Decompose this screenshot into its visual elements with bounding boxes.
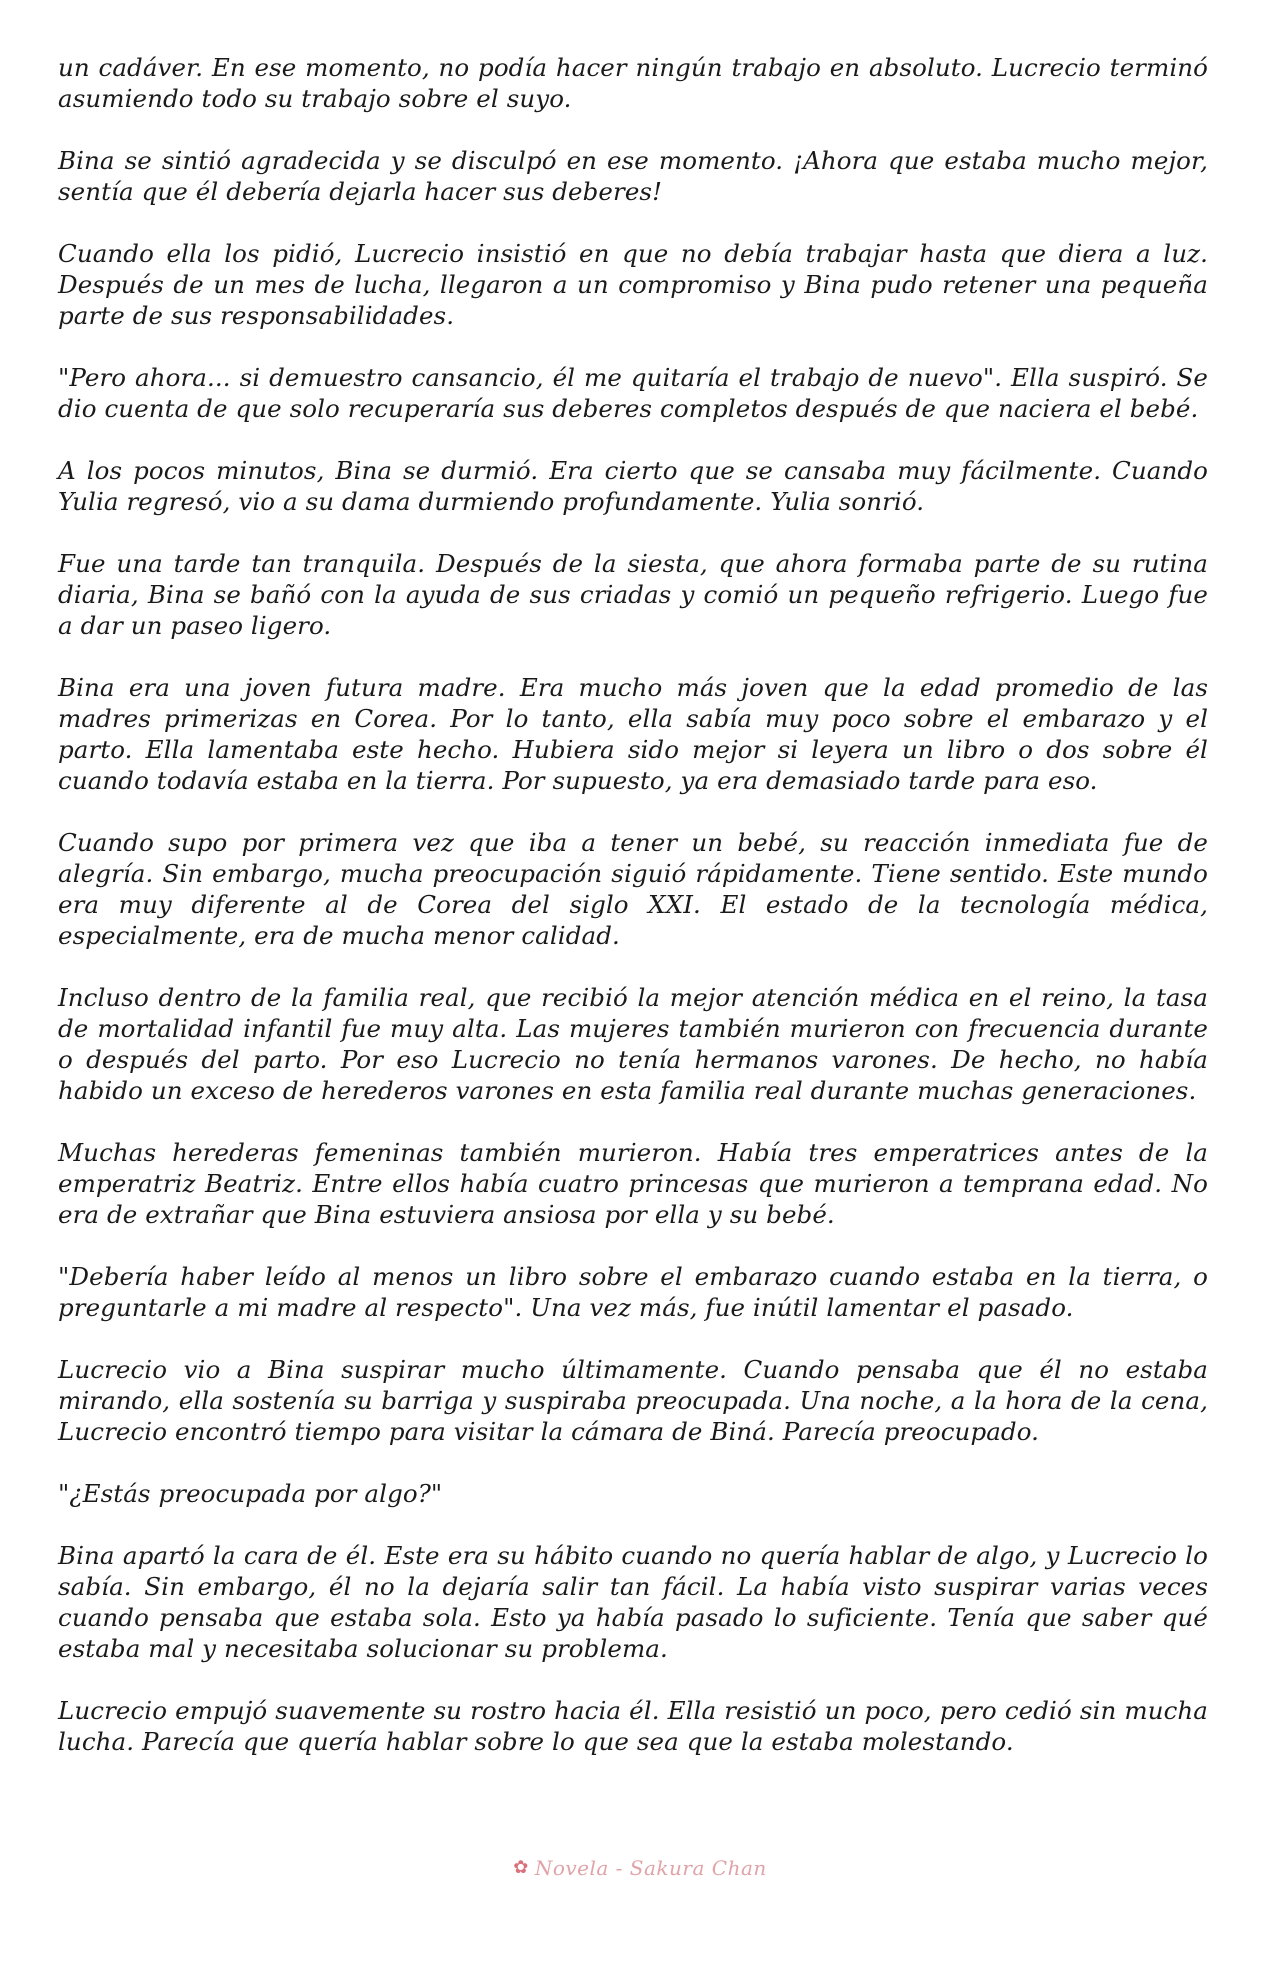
- paragraph: Fue una tarde tan tranquila. Después de la siesta, que ahora formaba parte de su rutina diaria, Bina se bañó con la ayuda de sus criadas y comió un pequeño refrigerio. Luego fue a dar un paseo ligero.: [58, 549, 1208, 640]
- cherry-blossom-icon: ✿: [513, 1857, 529, 1878]
- paragraph: Bina apartó la cara de él. Este era su hábito cuando no quería hablar de algo, y Lucrecio lo sabía. Sin embargo, él no la dejaría salir tan fácil. La había visto suspirar varias veces cuando pensaba que estaba sola. Esto ya había pasado lo suficiente. Tenía que saber qué estaba mal y necesitaba solucionar su problema.: [58, 1541, 1208, 1663]
- paragraph: un cadáver. En ese momento, no podía hacer ningún trabajo en absoluto. Lucrecio terminó asumiendo todo su trabajo sobre el suyo.: [58, 53, 1208, 113]
- paragraph: A los pocos minutos, Bina se durmió. Era cierto que se cansaba muy fácilmente. Cuando Yulia regresó, vio a su dama durmiendo profundamente. Yulia sonrió.: [58, 456, 1208, 516]
- paragraph: Lucrecio vio a Bina suspirar mucho últimamente. Cuando pensaba que él no estaba mirando, ella sostenía su barriga y suspiraba preocupada. Una noche, a la hora de la cena, Lucrecio encontró tiempo para visitar la cámara de Biná. Parecía preocupado.: [58, 1355, 1208, 1446]
- watermark: [0, 1856, 1280, 1880]
- paragraph: "Debería haber leído al menos un libro sobre el embarazo cuando estaba en la tierra, o preguntarle a mi madre al respecto". Una vez más, fue inútil lamentar el pasado.: [58, 1262, 1208, 1322]
- watermark-text: Novela - Sakura Chan: [534, 1856, 767, 1880]
- paragraph: Muchas herederas femeninas también murieron. Había tres emperatrices antes de la emperatriz Beatriz. Entre ellos había cuatro princesas que murieron a temprana edad. No era de extrañar que Bina estuviera ansiosa por ella y su bebé.: [58, 1138, 1208, 1229]
- paragraph: "¿Estás preocupada por algo?": [58, 1479, 443, 1508]
- paragraph: Bina se sintió agradecida y se disculpó en ese momento. ¡Ahora que estaba mucho mejor, sentía que él debería dejarla hacer sus deberes!: [58, 146, 1208, 206]
- paragraph: Bina era una joven futura madre. Era mucho más joven que la edad promedio de las madres primerizas en Corea. Por lo tanto, ella sabía muy poco sobre el embarazo y el parto. Ella lamentaba este hecho. Hubiera sido mejor si leyera un libro o dos sobre él cuando todavía estaba en la tierra. Por supuesto, ya era demasiado tarde para eso.: [58, 673, 1208, 795]
- paragraph: Lucrecio empujó suavemente su rostro hacia él. Ella resistió un poco, pero cedió sin mucha lucha. Parecía que quería hablar sobre lo que sea que la estaba molestando.: [58, 1696, 1208, 1756]
- paragraph: "Pero ahora... si demuestro cansancio, él me quitaría el trabajo de nuevo". Ella suspiró. Se dio cuenta de que solo recuperaría sus deberes completos después de que naciera el bebé.: [58, 363, 1208, 423]
- paragraph: Cuando supo por primera vez que iba a tener un bebé, su reacción inmediata fue de alegría. Sin embargo, mucha preocupación siguió rápidamente. Tiene sentido. Este mundo era muy diferente al de Corea del siglo XXI. El estado de la tecnología médica, especialmente, era de mucha menor calidad.: [58, 828, 1208, 950]
- document-body: [58, 52, 1208, 1788]
- paragraph: Incluso dentro de la familia real, que recibió la mejor atención médica en el reino, la tasa de mortalidad infantil fue muy alta. Las mujeres también murieron con frecuencia durante o después del parto. Por eso Lucrecio no tenía hermanos varones. De hecho, no había habido un exceso de herederos varones en esta familia real durante muchas generaciones.: [58, 983, 1208, 1105]
- paragraph: Cuando ella los pidió, Lucrecio insistió en que no debía trabajar hasta que diera a luz. Después de un mes de lucha, llegaron a un compromiso y Bina pudo retener una pequeña parte de sus responsabilidades.: [58, 239, 1208, 330]
